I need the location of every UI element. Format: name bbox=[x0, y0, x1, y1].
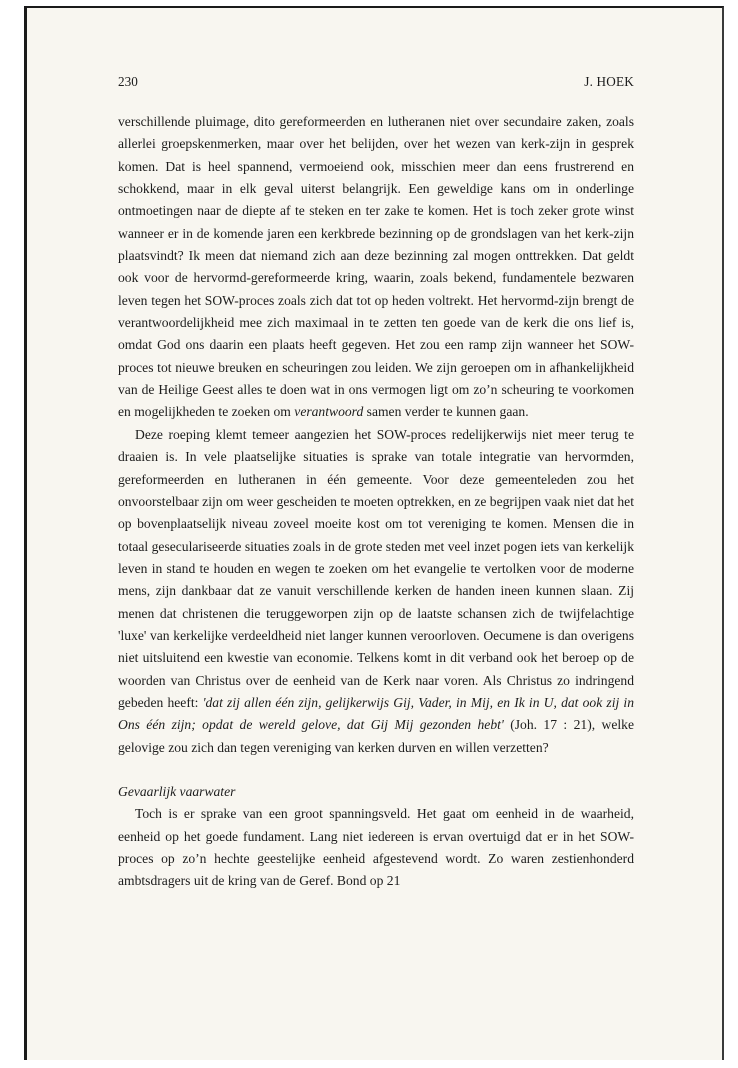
running-head-author: J. HOEK bbox=[584, 74, 634, 89]
section-spacer bbox=[118, 759, 634, 781]
paragraph-1-end: samen verder te kunnen gaan. bbox=[363, 404, 529, 420]
paragraph-2-text: Deze roeping klemt temeer aangezien het SOW-proces redelijkerwijs niet meer terug te draaien is. In vele plaatselijke situaties is sprake van totale integratie van hervormden, gereformeerden en lutheranen in één gemeente. Voor deze gemeenteleden zou het onvoorstelbaar zijn om weer gescheiden te moeten optrekken, en ze begrijpen vaak niet dat het op bovenplaatselijk niveau zoveel moeite kost om tot vereniging te komen. Mensen die in totaal geseculariseerde situaties zoals in de grote steden met veel inzet pogen iets van kerkelijk leven in stand te houden en wegen te zoeken om het evangelie te vertolken voor de moderne mens, zijn dankbaar dat ze vanuit verschillende kerken de handen ineen kunnen slaan. Zij menen dat christenen die teruggeworpen zijn op de laatste schansen zich de twijfelachtige 'luxe' van kerkelijke verdeeldheid niet langer kunnen veroorloven. Oecumene is dan overigens niet uitsluitend een kwestie van economie. Telkens komt in dit verband ook het beroep op de woorden van Christus over de eenheid van de Kerk naar voren. Als Christus zo indringend gebeden heeft: bbox=[118, 426, 634, 710]
paragraph-2-end: (Joh. 17 : 21), welke gelovige zou zich dan tegen vereniging van kerken durven en willen verzetten? bbox=[118, 717, 634, 755]
paragraph-2 bbox=[118, 424, 634, 759]
page-number: 230 bbox=[118, 74, 138, 89]
body-text bbox=[118, 111, 634, 893]
paragraph-2-quote: 'dat zij allen één zijn, gelijkerwijs Gij, Vader, in Mij, en Ik in U, dat ook zij in Ons één zijn; opdat de wereld gelove, dat Gij Mij gezonden hebt' bbox=[118, 694, 635, 733]
paragraph-1-text: verschillende pluimage, dito gereformeerden en lutheranen niet over secundaire zaken, zoals allerlei groepskenmerken, maar over het belijden, over het wezen van kerk-zijn in gesprek komen. Dat is heel spannend, vermoeiend ook, misschien meer dan eens frustrerend en schokkend, maar in elk geval uiterst belangrijk. Een geweldige kans om in onderlinge ontmoetingen naar de diepte af te steken en ter zake te komen. Het is toch zeker grote winst wanneer er in de komende jaren een kerkbrede bezinning op de grondslagen van het kerk-zijn plaatsvindt? Ik meen dat niemand zich aan deze bezinning zal mogen onttrekken. Dat geldt ook voor de hervormd-gereformeerde kring, waarin, zoals bekend, fundamentele bezwaren leven tegen het SOW-proces zoals zich dat tot op heden voltrekt. Het hervormd-zijn brengt de verantwoordelijkheid mee zich maximaal in te zetten ten goede van de kerk die ons lief is, omdat God ons daarin een plaats heeft gegeven. Het zou een ramp zijn wanneer het SOW-proces tot nieuwe breuken en scheuringen zou leiden. We zijn geroepen om in afhankelijkheid van de Heilige Geest alles te doen wat in ons vermogen ligt om zo’n scheuring te voorkomen en mogelijkheden te zoeken om bbox=[118, 114, 634, 420]
page-header bbox=[118, 74, 634, 92]
paragraph-3: Toch is er sprake van een groot spanningsveld. Het gaat om eenheid in de waarheid, eenheid op het goede fundament. Lang niet iedereen is ervan overtuigd dat er in het SOW-proces op zo’n hechte geestelijke eenheid afgestevend wordt. Zo waren zestienhonderd ambtsdragers uit de kring van de Geref. Bond op 21 bbox=[118, 806, 634, 889]
paragraph-1 bbox=[118, 111, 634, 424]
paragraph-1-italic: verantwoord bbox=[294, 404, 364, 420]
section-heading: Gevaarlijk vaarwater bbox=[118, 783, 236, 799]
